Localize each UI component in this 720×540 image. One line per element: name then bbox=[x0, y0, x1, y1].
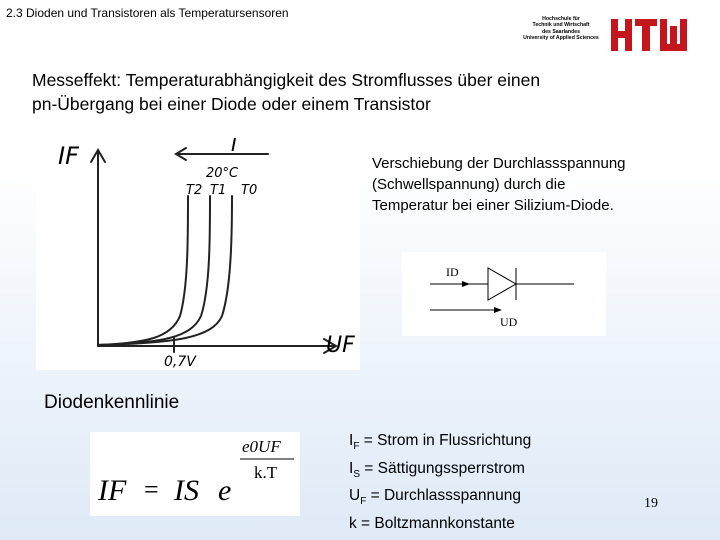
voltage-label: UD bbox=[500, 315, 518, 329]
shift-description bbox=[372, 153, 692, 216]
logo-line: Hochschule für bbox=[542, 16, 580, 22]
x-axis-label: UF bbox=[326, 333, 355, 358]
current-label: ID bbox=[446, 265, 459, 279]
diode-characteristic-graph bbox=[36, 138, 360, 370]
htw-logo-mark bbox=[611, 18, 691, 52]
graph-caption: Diodenkennlinie bbox=[44, 392, 180, 413]
voltage-mark-label: 0,7V bbox=[164, 354, 196, 370]
university-logo bbox=[519, 16, 691, 54]
logo-line: des Saarlandes bbox=[541, 28, 581, 35]
curve-label-t1: T1 bbox=[210, 183, 227, 198]
formula-lhs: IF bbox=[98, 474, 127, 507]
curve-label-t0: T0 bbox=[241, 183, 258, 198]
shift-line-1: Verschiebung der Durchlassspannung bbox=[372, 155, 626, 172]
shift-line-3: Temperatur bei einer Silizium-Diode. bbox=[372, 197, 614, 214]
logo-text bbox=[519, 16, 603, 42]
diode-symbol-diagram bbox=[402, 252, 606, 336]
formula-denominator: k.T bbox=[254, 463, 278, 482]
symbol-definitions bbox=[349, 430, 531, 534]
heading-line-2: pn-Übergang bei einer Diode oder einem Transistor bbox=[32, 94, 431, 114]
formula-numerator: e0UF bbox=[242, 437, 281, 456]
formula-exp-base: e bbox=[218, 474, 232, 507]
temperature-label: T bbox=[228, 138, 241, 156]
curve-label-t2: T2 bbox=[186, 183, 203, 198]
curve-t2 bbox=[98, 196, 188, 345]
logo-line: University of Applied Sciences bbox=[523, 35, 599, 42]
definition-item: $I_F$ = Strom in Flussrichtung bbox=[349, 432, 532, 453]
header-title: 2.3 Dioden und Transistoren als Temperatursensoren bbox=[6, 6, 289, 20]
definition-item: k = Boltzmannkonstante bbox=[349, 514, 515, 532]
temperature-reference: 20°C bbox=[206, 166, 239, 181]
current-arrowhead bbox=[462, 281, 470, 287]
curve-t0 bbox=[98, 196, 232, 345]
definition-item: $I_S$ = Sättigungssperrstrom bbox=[349, 459, 525, 480]
y-axis-label: IF bbox=[58, 142, 79, 170]
formula-equals: = bbox=[144, 475, 159, 504]
voltage-arrowhead bbox=[494, 307, 502, 313]
slide-heading bbox=[32, 68, 540, 116]
page-number: 19 bbox=[644, 496, 658, 511]
heading-line-1: Messeffekt: Temperaturabhängigkeit des Stromflusses über einen bbox=[32, 70, 541, 90]
diode-equation bbox=[90, 432, 300, 516]
diode-triangle bbox=[488, 268, 516, 300]
definition-item: $U_F$ = Durchlassspannung bbox=[349, 487, 521, 508]
shift-line-2: (Schwellspannung) durch die bbox=[372, 176, 566, 193]
formula-is: IS bbox=[174, 474, 199, 507]
logo-line: Technik und Wirtschaft bbox=[532, 22, 590, 29]
curve-t1 bbox=[98, 196, 210, 345]
